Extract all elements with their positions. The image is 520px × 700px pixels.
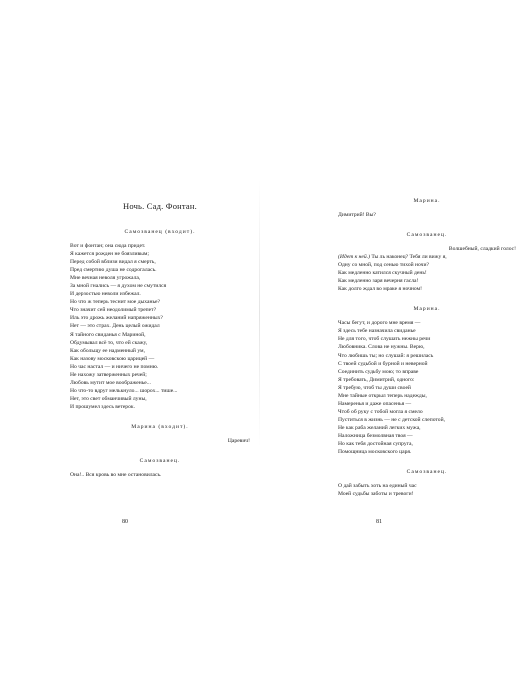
verse-line: Одну со мной, под сенью тихой ночи? [338, 262, 429, 269]
verse-line: С твоей судьбой и бурной и неверной [338, 360, 428, 367]
verse-line: Как назову московскою царицей — [70, 355, 155, 362]
verse-line: Не как раба желаний легких мужа, [338, 424, 421, 431]
verse-line: И дерзостью неволи избежал. [70, 291, 141, 298]
verse-line: Часы бегут, и дорого мне время — [338, 320, 421, 327]
verse-line: Я требовать, Димитрий, одного: [338, 376, 415, 383]
speaker-label: Самозванец (входит). [124, 229, 196, 235]
left-page [70, 0, 250, 700]
speaker-label: Марина. [413, 306, 441, 313]
verse-line: Любовь мутит мое воображенье... [70, 379, 151, 386]
right-text-block [338, 197, 516, 498]
verse-line: Пуститься в жизнь — не с детской слепотой, [338, 416, 445, 423]
right-page [338, 0, 516, 700]
stage-direction: (Идет к ней.) [338, 254, 370, 261]
verse-line: Димитрий! Вы? [338, 212, 376, 218]
page-number: 81 [376, 519, 382, 525]
verse-line [338, 253, 516, 261]
speaker-label: Самозванец. [406, 469, 448, 476]
verse-line: Намеренья и даже опасенья — [338, 400, 412, 407]
verse-line: Перед собой вблизи видал я смерть, [70, 259, 156, 266]
verse-line: И прошумел здесь ветерок. [70, 403, 136, 410]
verse-line: Я кажется рожден не боязливым; [70, 251, 149, 258]
verse-line: Вот и фонтан; она сюда придет. [70, 243, 146, 249]
verse-line: Но что ж теперь теснит мое дыханье? [70, 299, 161, 306]
verse-line: Как обольщу ее надменный ум, [70, 347, 145, 354]
verse-block [70, 242, 250, 411]
verse-block [338, 261, 516, 293]
verse-line: Но что-то вдруг мелькнуло... шорох... тише... [70, 387, 178, 394]
verse-line: Волшебный, сладкий голос! [448, 246, 516, 253]
verse-line: Она!.. Вся кровь во мне остановилась. [70, 472, 162, 479]
verse-line: Как медленно катился скучный день! [338, 270, 427, 277]
speaker-label: Марина. [413, 198, 441, 204]
verse-line: Нет, это свет обманчивый луны, [70, 395, 147, 402]
verse-line: Не нахожу затверженных речей; [70, 371, 147, 378]
verse-block [338, 482, 516, 498]
verse-line: За мной гнались — я духом не смутился [70, 283, 167, 290]
scene-heading: Ночь. Сад. Фонтан. [123, 201, 197, 211]
verse-line: Не для того, чтоб слушать нежны речи [338, 336, 431, 343]
verse-line: О дай забыть хоть на единый час [338, 483, 417, 490]
verse-line: Но как тебя достойная супруга, [338, 441, 413, 448]
verse-line: Как медленно заря вечерня гасла! [338, 278, 419, 285]
left-text-block [70, 228, 250, 479]
verse-line: Царевич! [227, 437, 250, 444]
verse-line: Как долго ждал во мраке я ночном! [338, 286, 422, 293]
verse-line: Помощница московского царя. [338, 449, 412, 456]
verse-line: Но час настал — и ничего не помню. [70, 363, 159, 370]
verse-line: Нет — это страх. День целый ожидал [70, 323, 160, 330]
verse-fragment: Ты ль наконец? Тебя ли вижу я, [369, 254, 447, 261]
verse-line: Наложница безмолвная твоя — [338, 432, 413, 439]
verse-line: Обдумывал всё то, что ей скажу, [70, 339, 148, 346]
verse-line: Я тайного свиданья с Мариной, [70, 331, 146, 338]
verse-line: Чтоб об руку с тобой могла я смело [338, 408, 423, 415]
verse-line: Я здесь тебе назначила свиданье [338, 328, 416, 335]
verse-line: Мне тайные открыл теперь надежды, [338, 392, 427, 399]
verse-line: Иль это дрожь желаний напряженных? [70, 315, 163, 322]
verse-block [338, 319, 516, 456]
verse-line: Моей судьбы заботы и тревоги! [338, 491, 414, 498]
verse-line: Соединить судьбу мою; то вправе [338, 368, 419, 375]
verse-line: Что значит сей неодолимый трепет? [70, 307, 157, 314]
speaker-label: Самозванец. [406, 232, 448, 239]
verse-line: Что любишь ты; но слушай: я решилась [338, 352, 434, 359]
verse-line: Мне вечная неволя угрожала, [70, 275, 141, 282]
page-number: 80 [122, 519, 128, 525]
verse-line: Я требую, чтоб ты души своей [338, 384, 411, 391]
gutter-shadow [259, 178, 260, 448]
speaker-label: Самозванец. [139, 458, 181, 465]
verse-line: Любовника. Слова не нужны. Верю, [338, 344, 425, 351]
verse-line: Пред смертию душа не содрогалась. [70, 267, 157, 274]
speaker-label: Марина (входит). [131, 423, 189, 430]
